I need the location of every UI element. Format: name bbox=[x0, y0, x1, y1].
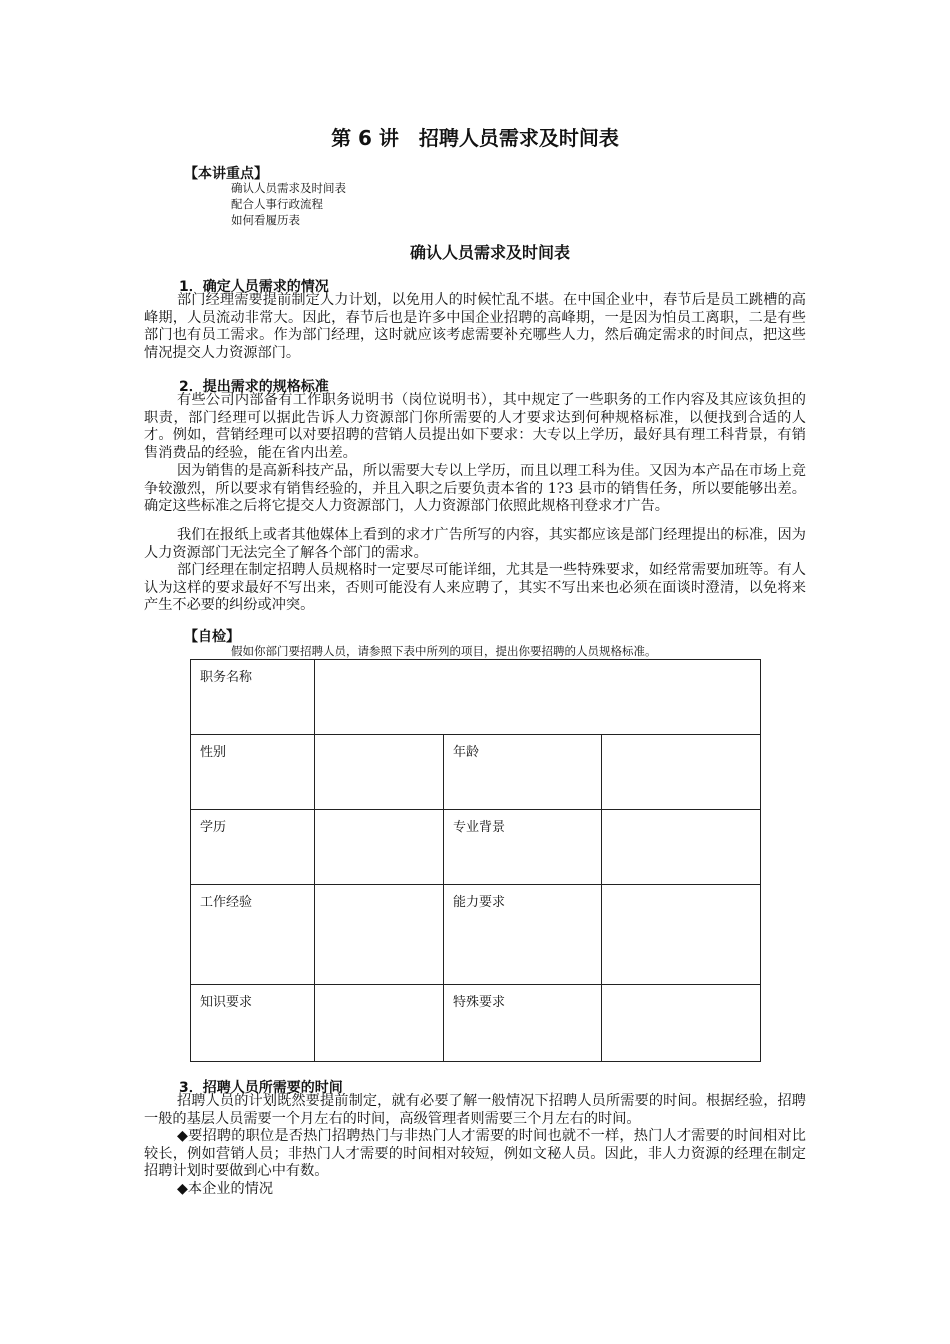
section-1-heading: 1．确定人员需求的情况 bbox=[179, 279, 329, 295]
table-label-age: 年龄 bbox=[444, 735, 602, 810]
section-2-paragraph-1: 有些公司内部备有工作职务说明书（岗位说明书），其中规定了一些职务的工作内容及其应该负担的职责，部门经理可以据此告诉人力资源部门你所需要的人才要求达到何种规格标准，以便找到合适的人才。例如，营销经理可以对要招聘的营销人员提出如下要求：大专以上学历，最好具有理工科背景，有销售消费品的经验，能在省内出差。 bbox=[144, 392, 806, 461]
section-title: 确认人员需求及时间表 bbox=[409, 243, 570, 262]
selfcheck-label: 【自检】 bbox=[184, 629, 240, 645]
table-field-education[interactable] bbox=[315, 810, 444, 885]
section-3-paragraph-2: ◆要招聘的职位是否热门招聘热门与非热门人才需要的时间也就不一样，热门人才需要的时间相对比较长，例如营销人员；非热门人才需要的时间相对较短，例如文秘人员。因此，非人力资源的经理在制定招聘计划时要做到心中有数。 bbox=[144, 1128, 806, 1180]
table-field-knowledge[interactable] bbox=[315, 985, 444, 1062]
table-label-special: 特殊要求 bbox=[444, 985, 602, 1062]
section-3-heading: 3．招聘人员所需要的时间 bbox=[179, 1080, 343, 1096]
section-3-paragraph-1: 招聘人员的计划既然要提前制定，就有必要了解一般情况下招聘人员所需要的时间。根据经验，招聘一般的基层人员需要一个月左右的时间，高级管理者则需要三个月左右的时间。 bbox=[144, 1093, 806, 1127]
section-2-paragraph-4: 部门经理在制定招聘人员规格时一定要尽可能详细，尤其是一些特殊要求，如经常需要加班等。有人认为这样的要求最好不写出来，否则可能没有人来应聘了，其实不写出来也必须在面谈时澄清，以免将来产生不必要的纠纷或冲突。 bbox=[144, 562, 806, 614]
keypoint-item: 确认人员需求及时间表 bbox=[231, 181, 346, 195]
page-title: 第 6 讲 招聘人员需求及时间表 bbox=[331, 126, 619, 150]
keypoint-item: 配合人事行政流程 bbox=[231, 197, 323, 211]
requirements-table bbox=[190, 659, 761, 1062]
selfcheck-prompt: 假如你部门要招聘人员，请参照下表中所列的项目，提出你要招聘的人员规格标准。 bbox=[231, 644, 657, 658]
table-label-experience: 工作经验 bbox=[191, 885, 315, 985]
section-2-heading: 2．提出需求的规格标准 bbox=[179, 379, 329, 395]
section-1-paragraph: 部门经理需要提前制定人力计划，以免用人的时候忙乱不堪。在中国企业中，春节后是员工跳槽的高峰期，人员流动非常大。因此，春节后也是许多中国企业招聘的高峰期，一是因为怕员工离职，二是有些部门也有员工需求。作为部门经理，这时就应该考虑需要补充哪些人力，然后确定需求的时间点，把这些情况提交人力资源部门。 bbox=[144, 292, 806, 361]
table-label-ability: 能力要求 bbox=[444, 885, 602, 985]
table-field-ability[interactable] bbox=[602, 885, 761, 985]
table-field-special[interactable] bbox=[602, 985, 761, 1062]
keypoint-item: 如何看履历表 bbox=[231, 213, 300, 227]
table-label-knowledge: 知识要求 bbox=[191, 985, 315, 1062]
section-2-paragraph-3: 我们在报纸上或者其他媒体上看到的求才广告所写的内容，其实都应该是部门经理提出的标准，因为人力资源部门无法完全了解各个部门的需求。 bbox=[144, 527, 806, 561]
table-field-job-title[interactable] bbox=[315, 660, 761, 735]
table-label-education: 学历 bbox=[191, 810, 315, 885]
table-label-major: 专业背景 bbox=[444, 810, 602, 885]
table-label-gender: 性别 bbox=[191, 735, 315, 810]
keypoints-label: 【本讲重点】 bbox=[184, 166, 268, 182]
table-field-age[interactable] bbox=[602, 735, 761, 810]
section-2-paragraph-2: 因为销售的是高新科技产品，所以需要大专以上学历，而且以理工科为佳。又因为本产品在市场上竞争较激烈，所以要求有销售经验的，并且入职之后要负责本省的 1?3 县市的销售任务，所以要能够出差。确定这些标准之后将它提交人力资源部门，人力资源部门依照此规格刊登求才广告。 bbox=[144, 463, 806, 515]
table-field-major[interactable] bbox=[602, 810, 761, 885]
table-field-experience[interactable] bbox=[315, 885, 444, 985]
table-field-gender[interactable] bbox=[315, 735, 444, 810]
table-label-job-title: 职务名称 bbox=[191, 660, 315, 735]
section-3-paragraph-3: ◆本企业的情况 bbox=[177, 1181, 274, 1197]
